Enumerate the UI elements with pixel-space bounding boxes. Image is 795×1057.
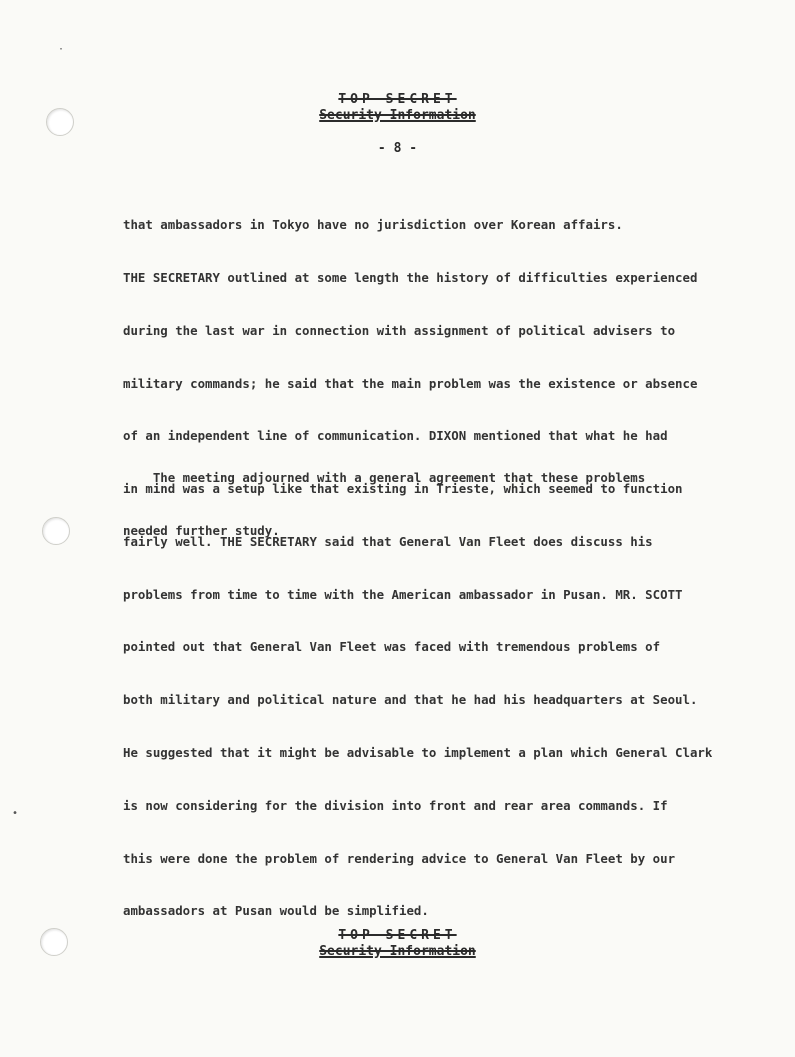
paper-mark: • [12, 808, 19, 819]
punch-hole-middle [42, 517, 70, 545]
text-line: The meeting adjourned with a general agreement that these problems [123, 470, 646, 486]
footer-classification-marking [0, 928, 795, 960]
text-line: military commands; he said that the main problem was the existence or absence [123, 375, 698, 391]
text-line: that ambassadors in Tokyo have no jurisdiction over Korean affairs. [123, 217, 623, 233]
text-line: during the last war in connection with assignment of political advisers to [123, 322, 676, 338]
body-paragraph-2 [123, 434, 723, 575]
text-line: He suggested that it might be advisable to implement a plan which General Clark [123, 745, 713, 760]
text-line: in mind was a setup like that existing in Trieste, which seemed to function [123, 481, 683, 497]
paper-mark: · [58, 44, 65, 55]
text-line: ambassadors at Pusan would be simplified. [123, 903, 429, 919]
text-line: is now considering for the division into front and rear area commands. If [123, 797, 668, 813]
header-security-subline: Security Information [319, 108, 476, 123]
text-line: both military and political nature and that he had his headquarters at Seoul. [123, 692, 698, 708]
text-line: THE SECRETARY outlined at some length the history of difficulties experienced [123, 269, 698, 285]
text-line: this were done the problem of rendering advice to General Van Fleet by our [123, 850, 676, 866]
text-line: needed further study. [123, 522, 280, 538]
text-line: fairly well. THE SECRETARY said that General Van Fleet does discuss his [123, 533, 653, 549]
footer-security-subline: Security Information [319, 944, 476, 959]
text-line: problems from time to time with the American ambassador in Pusan. MR. SCOTT [123, 586, 683, 602]
header-classification-marking [0, 92, 795, 124]
text-line: of an independent line of communication. DIXON mentioned that what he had [123, 428, 668, 444]
text-line: pointed out that General Van Fleet was faced with tremendous problems of [123, 639, 661, 655]
header-classification: TOP SECRET [338, 92, 457, 107]
footer-classification: TOP SECRET [338, 928, 457, 943]
page-number: - 8 - [377, 141, 418, 156]
